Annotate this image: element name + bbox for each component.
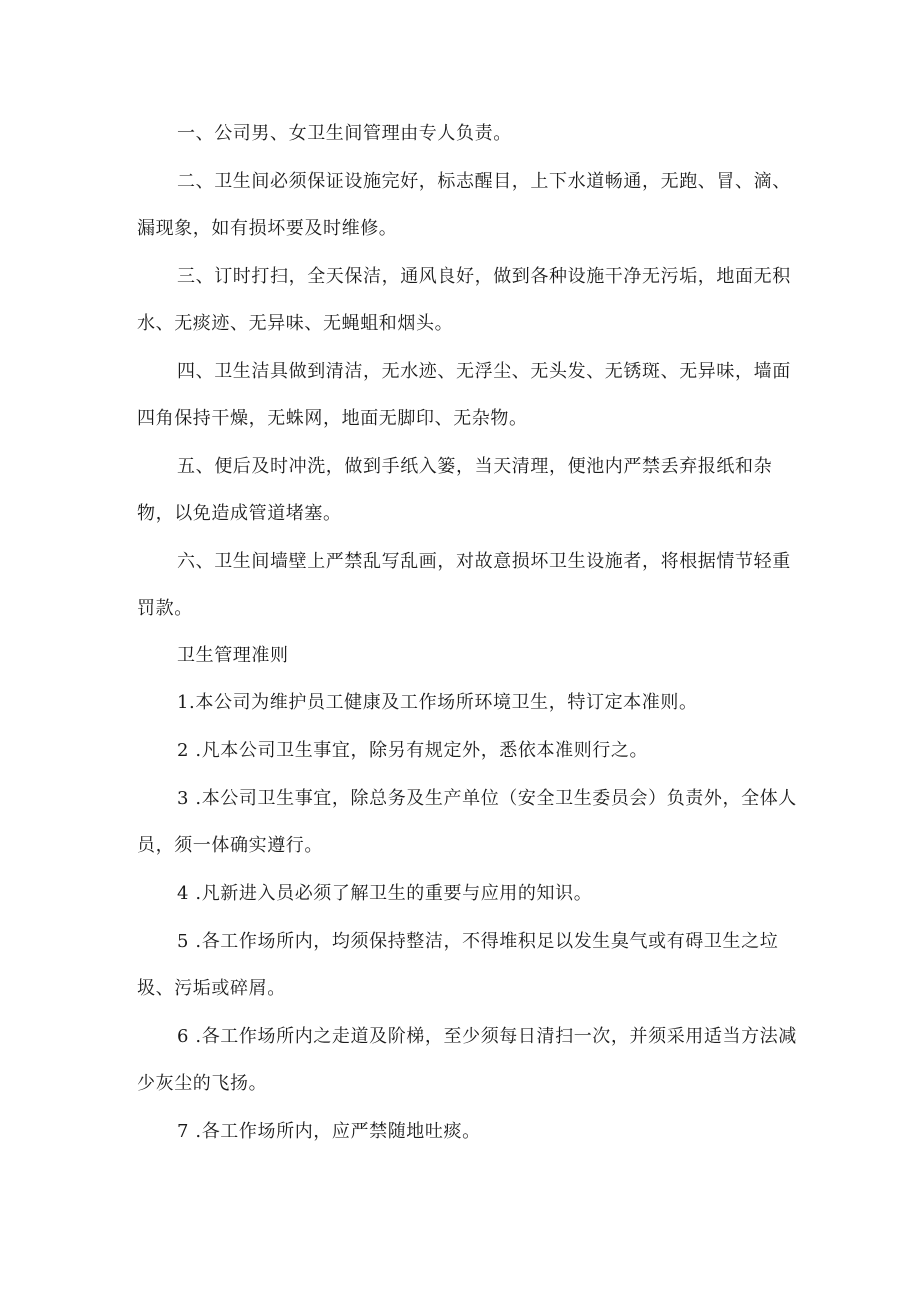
paragraph-2: 二、卫生间必须保证设施完好，标志醒目，上下水道畅通，无跑、冒、滴、漏现象，如有损坏要及时维修。 xyxy=(137,171,791,239)
paragraph-5: 五、便后及时冲洗，做到手纸入篓，当天清理，便池内严禁丢弃报纸和杂物，以免造成管道堵塞。 xyxy=(137,456,773,524)
rule-item-4: 4 .凡新进入员必须了解卫生的重要与应用的知识。 xyxy=(177,883,593,904)
rule-item-6: 6 .各工作场所内之走道及阶梯，至少须每日清扫一次，并须采用适当方法减少灰尘的飞扬。 xyxy=(137,1026,797,1094)
paragraph-1: 一、公司男、女卫生间管理由专人负责。 xyxy=(177,123,512,144)
paragraph-4: 四、卫生洁具做到清洁，无水迹、无浮尘、无头发、无锈斑、无异味，墙面四角保持干燥，无蛛网，地面无脚印、无杂物。 xyxy=(137,361,791,429)
rule-item-7: 7 .各工作场所内，应严禁随地吐痰。 xyxy=(177,1121,481,1142)
section-heading: 卫生管理准则 xyxy=(177,645,289,666)
rule-item-3: 3 .本公司卫生事宜，除总务及生产单位（安全卫生委员会）负责外，全体人员，须一体确实遵行。 xyxy=(137,788,797,856)
rule-item-2: 2 .凡本公司卫生事宜，除另有规定外，悉依本准则行之。 xyxy=(177,740,649,761)
paragraph-6: 六、卫生间墙壁上严禁乱写乱画，对故意损坏卫生设施者，将根据情节轻重罚款。 xyxy=(137,551,791,619)
rule-item-1: 1.本公司为维护员工健康及工作场所环境卫生，特订定本准则。 xyxy=(177,692,698,713)
rule-item-5: 5 .各工作场所内，均须保持整洁，不得堆积足以发生臭气或有碍卫生之垃圾、污垢或碎屑。 xyxy=(137,931,779,999)
paragraph-3: 三、订时打扫，全天保洁，通风良好，做到各种设施干净无污垢，地面无积水、无痰迹、无异味、无蝇蛆和烟头。 xyxy=(137,266,791,334)
